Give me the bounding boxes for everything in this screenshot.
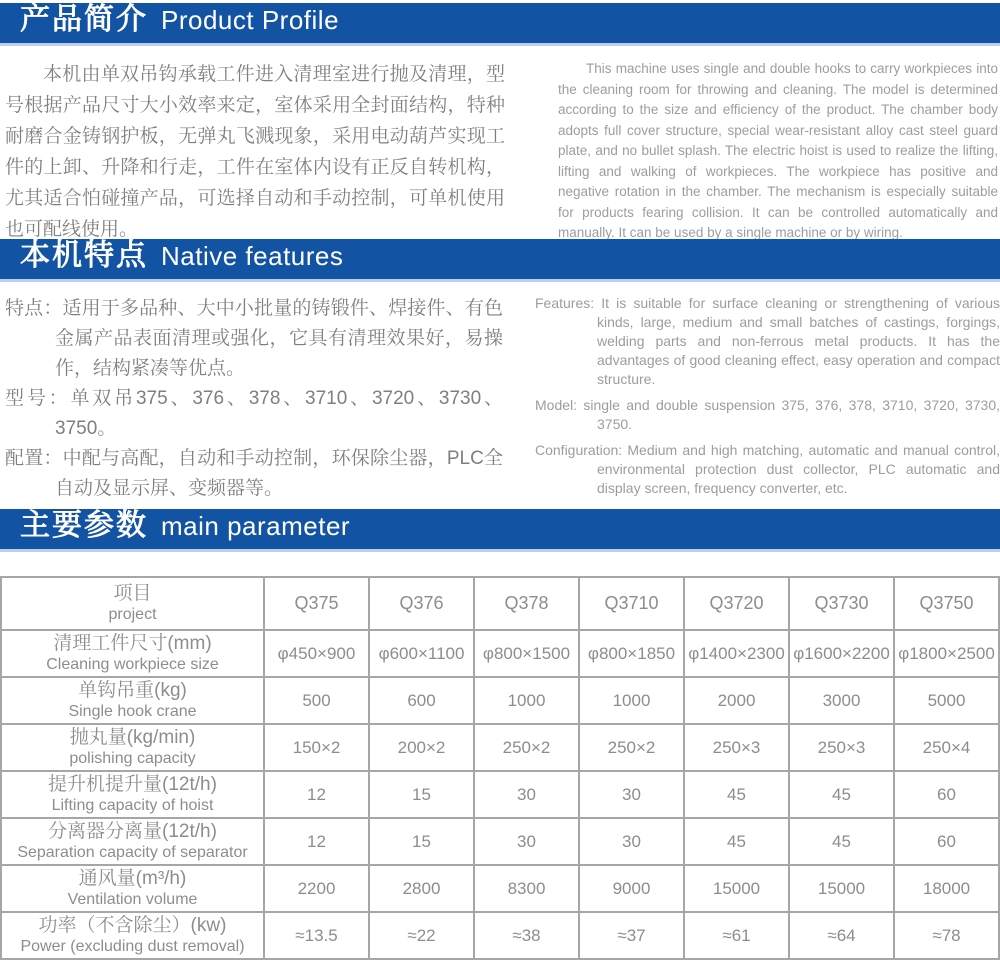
parameter-value: 12 (264, 771, 369, 818)
parameter-value: 200×2 (369, 724, 474, 771)
parameter-value: 45 (789, 818, 894, 865)
features-text-en (535, 294, 1000, 509)
parameter-value: 60 (894, 818, 999, 865)
parameter-value: 250×2 (579, 724, 684, 771)
parameter-value: 5000 (894, 677, 999, 724)
parameter-value: ≈78 (894, 912, 999, 959)
parameter-value: ≈64 (789, 912, 894, 959)
parameter-value: 8300 (474, 865, 579, 912)
row-label-zh: 分离器分离量(12t/h) (48, 821, 217, 842)
model-column-header: Q3750 (894, 577, 999, 630)
row-label (1, 630, 264, 677)
parameters-table (0, 576, 1000, 960)
table-row (1, 724, 999, 771)
profile-paragraph-zh: 本机由单双吊钩承载工件进入清理室进行抛及清理，型号根据产品尺寸大小效率来定，室体采用全封面结构，特种耐磨合金铸钢护板，无弹丸飞溅现象，采用电动葫芦实现工件的上卸、升降和行走，工件在室体内设有正反自转机构，尤其适合怕碰撞产品，可选择自动和手动控制，可单机使用也可配线使用。 (5, 64, 505, 239)
section-header-main-parameter (0, 509, 1000, 552)
parameter-value: ≈13.5 (264, 912, 369, 959)
parameter-value: 1000 (474, 677, 579, 724)
parameter-value: 2200 (264, 865, 369, 912)
parameter-value: 600 (369, 677, 474, 724)
parameter-value: 500 (264, 677, 369, 724)
parameter-value: 45 (684, 771, 789, 818)
section-header-native-features (0, 239, 1000, 282)
parameter-value: 2000 (684, 677, 789, 724)
feature-item-en: Configuration: Medium and high matching, automatic and manual control, environmental protection dust collector, PLC automatic and display screen, frequency converter, etc. (535, 442, 1000, 496)
row-label-zh: 功率（不含除尘）(kw) (38, 915, 227, 936)
feature-item-en: Model: single and double suspension 375, 376, 378, 3710, 3720, 3730, 3750. (535, 397, 1000, 432)
table-row (1, 771, 999, 818)
section-title-zh: 主要参数 (20, 509, 148, 542)
section-title-zh: 产品简介 (20, 3, 148, 36)
model-column-header: Q3720 (684, 577, 789, 630)
row-label-en: Single hook crane (68, 703, 197, 720)
parameter-value: 15 (369, 771, 474, 818)
parameter-value: ≈37 (579, 912, 684, 959)
table-corner-header (1, 577, 264, 630)
table-header-row (1, 577, 999, 630)
corner-label-en: project (108, 606, 157, 623)
model-column-header: Q3730 (789, 577, 894, 630)
model-column-header: Q376 (369, 577, 474, 630)
row-label (1, 912, 264, 959)
profile-paragraph-en: This machine uses single and double hooks to carry workpieces into the cleaning room for throwing and cleaning. The model is determined according to the size and efficiency of the product. The chamber body adopts full cover structure, special wear-resistant alloy cast steel guard plate, and no bullet splash. The electric hoist is used to realize the lifting, lifting and walking of workpieces. The workpiece has positive and negative rotation in the chamber. The mechanism is especially suitable for products fearing collision. It can be controlled automatically and manually. It can be used by a single machine or by wiring. (558, 61, 998, 239)
row-label-zh: 通风量(m³/h) (78, 868, 187, 889)
parameter-value: 30 (579, 818, 684, 865)
features-section-body (0, 294, 1000, 509)
parameter-value: ≈22 (369, 912, 474, 959)
profile-section-body (0, 59, 1000, 239)
parameter-value: 30 (579, 771, 684, 818)
parameter-value: 1000 (579, 677, 684, 724)
parameter-value: 30 (474, 771, 579, 818)
parameter-value: φ450×900 (264, 630, 369, 677)
parameter-value: 45 (684, 818, 789, 865)
section-header-product-profile (0, 3, 1000, 46)
section-title-zh: 本机特点 (20, 239, 148, 272)
parameter-value: 250×3 (684, 724, 789, 771)
parameter-value: 18000 (894, 865, 999, 912)
row-label-en: Lifting capacity of hoist (51, 797, 214, 814)
parameter-value: 2800 (369, 865, 474, 912)
row-label-zh: 单钩吊重(kg) (78, 680, 187, 701)
parameter-value: 12 (264, 818, 369, 865)
corner-label-zh: 项目 (113, 583, 152, 604)
parameter-value: φ1800×2500 (894, 630, 999, 677)
parameter-value: 15 (369, 818, 474, 865)
feature-item-zh: 配置：中配与高配，自动和手动控制，环保除尘器，PLC全自动及显示屏、变频器等。 (5, 448, 503, 499)
parameter-value: 250×3 (789, 724, 894, 771)
row-label (1, 724, 264, 771)
feature-item-en: Features: It is suitable for surface cleaning or strengthening of various kinds, large, medium and small batches of castings, forgings, welding parts and non-ferrous metal products. It has the advantages of good cleaning effect, easy operation and compact structure. (535, 295, 1000, 387)
row-label-en: Separation capacity of separator (17, 844, 248, 861)
parameter-value: 9000 (579, 865, 684, 912)
model-column-header: Q375 (264, 577, 369, 630)
row-label-en: Ventilation volume (67, 891, 198, 908)
parameter-value: φ1400×2300 (684, 630, 789, 677)
parameter-value: ≈61 (684, 912, 789, 959)
parameter-value: φ600×1100 (369, 630, 474, 677)
row-label-en: polishing capacity (69, 750, 196, 767)
table-row (1, 912, 999, 959)
parameter-value: φ800×1500 (474, 630, 579, 677)
parameter-value: 30 (474, 818, 579, 865)
parameter-value: φ1600×2200 (789, 630, 894, 677)
row-label-en: Power (excluding dust removal) (20, 938, 245, 955)
parameter-value: 250×2 (474, 724, 579, 771)
model-column-header: Q3710 (579, 577, 684, 630)
row-label-en: Cleaning workpiece size (46, 656, 219, 673)
model-column-header: Q378 (474, 577, 579, 630)
table-row (1, 818, 999, 865)
section-title-en: main parameter (161, 511, 351, 541)
section-header-inner (20, 500, 350, 544)
parameter-value: 15000 (789, 865, 894, 912)
parameter-value: ≈38 (474, 912, 579, 959)
row-label-zh: 提升机提升量(12t/h) (48, 774, 217, 795)
parameter-value: φ800×1850 (579, 630, 684, 677)
features-text-zh (5, 294, 503, 509)
parameter-value: 45 (789, 771, 894, 818)
parameter-value: 150×2 (264, 724, 369, 771)
section-title-en: Native features (161, 241, 344, 271)
row-label (1, 818, 264, 865)
row-label (1, 865, 264, 912)
table-row (1, 677, 999, 724)
row-label (1, 677, 264, 724)
row-label (1, 771, 264, 818)
row-label-zh: 清理工件尺寸(mm) (53, 633, 212, 654)
section-header-inner (20, 0, 339, 38)
parameter-value: 15000 (684, 865, 789, 912)
parameters-table-body (1, 630, 999, 959)
row-label-zh: 抛丸量(kg/min) (69, 727, 196, 748)
table-row (1, 630, 999, 677)
parameter-value: 3000 (789, 677, 894, 724)
parameter-value: 60 (894, 771, 999, 818)
parameter-value: 250×4 (894, 724, 999, 771)
section-title-en: Product Profile (161, 5, 340, 35)
table-row (1, 865, 999, 912)
feature-item-zh: 型号：单双吊375、376、378、3710、3720、3730、3750。 (5, 388, 503, 439)
feature-item-zh: 特点：适用于多品种、大中小批量的铸锻件、焊接件、有色金属产品表面清理或强化，它具有清理效果好，易操作，结构紧凑等优点。 (5, 298, 503, 379)
section-header-inner (20, 230, 343, 274)
